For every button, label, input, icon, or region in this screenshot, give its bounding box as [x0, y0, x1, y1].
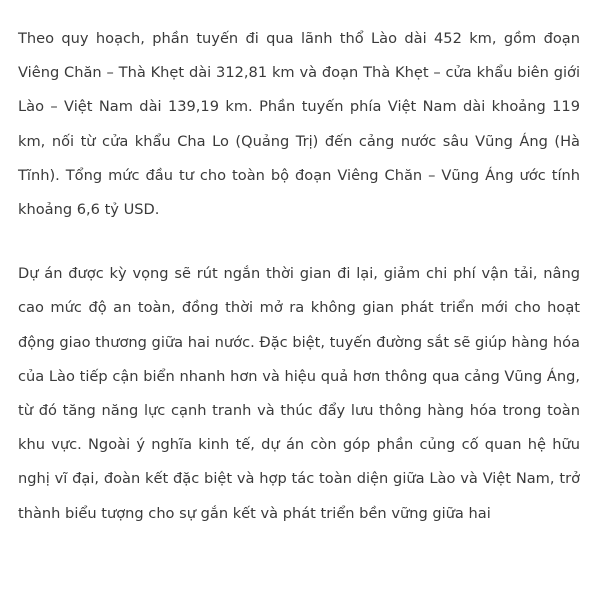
article-paragraph-1: Theo quy hoạch, phần tuyến đi qua lãnh thổ Lào dài 452 km, gồm đoạn Viêng Chăn – Thà Khẹt dài 312,81 km và đoạn Thà Khẹt – cửa khẩu biên giới Lào – Việt Nam dài 139,19 km. Phần tuyến phía Việt Nam dài khoảng 119 km, nối từ cửa khẩu Cha Lo (Quảng Trị) đến cảng nước sâu Vũng Áng (Hà Tĩnh). Tổng mức đầu tư cho toàn bộ đoạn Viêng Chăn – Vũng Áng ước tính khoảng 6,6 tỷ USD.	[18, 30, 580, 219]
article-body	[18, 22, 580, 561]
article-paragraph-2: Dự án được kỳ vọng sẽ rút ngắn thời gian đi lại, giảm chi phí vận tải, nâng cao mức độ an toàn, đồng thời mở ra không gian phát triển mới cho hoạt động giao thương giữa hai nước. Đặc biệt, tuyến đường sắt sẽ giúp hàng hóa của Lào tiếp cận biển nhanh hơn và hiệu quả hơn thông qua cảng Vũng Áng, từ đó tăng năng lực cạnh tranh và thúc đẩy lưu thông hàng hóa trong toàn khu vực. Ngoài ý nghĩa kinh tế, dự án còn góp phần củng cố quan hệ hữu nghị vĩ đại, đoàn kết đặc biệt và hợp tác toàn diện giữa Lào và Việt Nam, trở thành biểu tượng cho sự gắn kết và phát triển bền vững giữa hai	[18, 265, 580, 522]
